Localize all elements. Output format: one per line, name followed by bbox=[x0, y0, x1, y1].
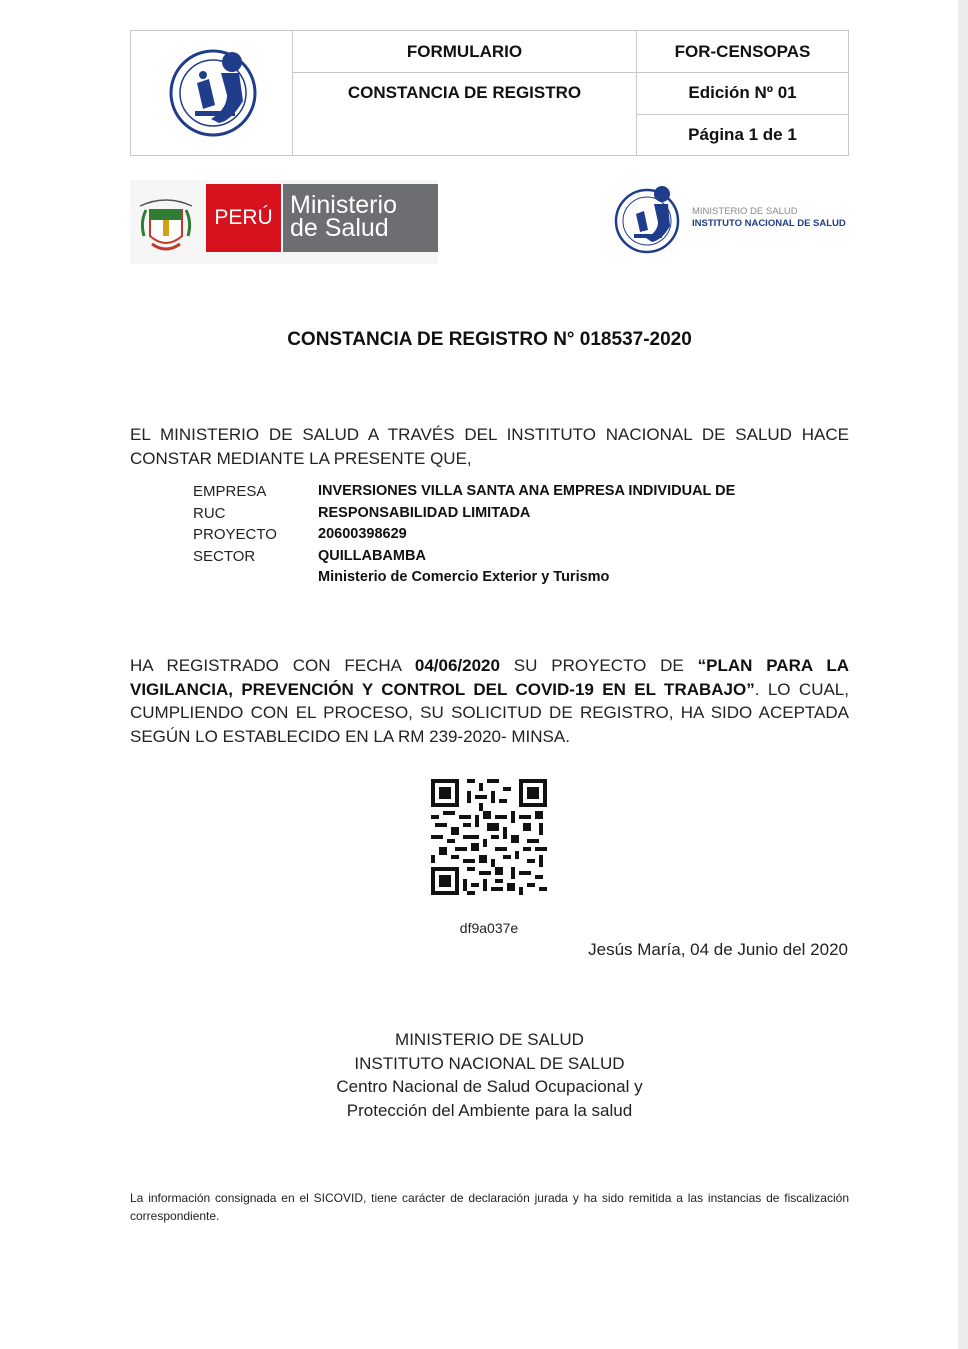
plan-name: “PLAN PARA LA VIGILANCIA, PREVENCIÓN Y CONTROL DEL COVID-19 EN EL TRABAJO” bbox=[130, 656, 849, 699]
signature-line-4: Protección del Ambiente para la salud bbox=[346, 1100, 633, 1120]
label-sector: SECTOR bbox=[193, 547, 256, 565]
value-company-line-1: INVERSIONES VILLA SANTA ANA EMPRESA INDIVIDUAL DE bbox=[318, 483, 736, 499]
form-title: CONSTANCIA DE REGISTRO bbox=[347, 83, 582, 102]
value-ruc: 20600398629 bbox=[318, 526, 407, 542]
ins-line-1: MINISTERIO DE SALUD bbox=[692, 206, 798, 217]
ins-seal-small-icon bbox=[612, 180, 684, 258]
registration-text-2: SU PROYECTO DE bbox=[499, 656, 698, 675]
signature-line-2: INSTITUTO NACIONAL DE SALUD bbox=[354, 1053, 625, 1073]
ins-line-2: INSTITUTO NACIONAL DE SALUD bbox=[692, 218, 846, 229]
page-edge bbox=[958, 0, 968, 1349]
peru-coat-of-arms-icon bbox=[130, 180, 202, 264]
page-number: Página 1 de 1 bbox=[688, 124, 797, 144]
qr-code-icon bbox=[431, 779, 547, 895]
label-proyecto: PROYECTO bbox=[193, 526, 277, 543]
field-values bbox=[318, 481, 778, 589]
header-middle-cell bbox=[293, 31, 637, 155]
minsa-gray-block bbox=[281, 184, 438, 252]
edition-number: Edición Nº 01 bbox=[688, 83, 797, 102]
form-type: FORMULARIO bbox=[406, 41, 523, 61]
value-project: QUILLABAMBA bbox=[318, 547, 426, 564]
footer-note: La información consignada en el SICOVID, tiene carácter de declaración jurada y ha sido remitida a las instancias de fiscalización correspondiente. bbox=[130, 1191, 849, 1223]
signature-line-1: MINISTERIO DE SALUD bbox=[395, 1030, 584, 1049]
registration-text-3: . LO CUAL, CUMPLIENDO CON EL PROCESO, SU SOLICITUD DE REGISTRO, HA SIDO ACEPTADA SEGÚN LO ESTABLECIDO EN LA RM 239-2020- MINSA. bbox=[130, 679, 849, 746]
value-sector: Ministerio de Comercio Exterior y Turismo bbox=[318, 569, 610, 585]
header-right-cell bbox=[637, 31, 848, 155]
registration-text-1: HA REGISTRADO CON FECHA bbox=[130, 656, 415, 675]
minsa-line-2: de Salud bbox=[290, 214, 389, 242]
peru-minsa-logo bbox=[130, 180, 438, 264]
label-empresa: EMPRESA bbox=[193, 483, 267, 500]
registration-date: 04/06/2020 bbox=[414, 656, 500, 675]
label-ruc: RUC bbox=[193, 504, 226, 522]
signature-line-3: Centro Nacional de Salud Ocupacional y bbox=[336, 1077, 643, 1096]
peru-word: PERÚ bbox=[214, 206, 273, 229]
certificate-title: CONSTANCIA DE REGISTRO N° 018537-2020 bbox=[287, 329, 692, 350]
value-company-line-2: RESPONSABILIDAD LIMITADA bbox=[318, 504, 531, 521]
ins-seal-logo-icon bbox=[131, 31, 293, 154]
header-table bbox=[130, 30, 849, 156]
signature-block bbox=[130, 1028, 849, 1122]
registration-paragraph bbox=[130, 654, 849, 748]
peru-red-block bbox=[206, 184, 281, 252]
field-labels bbox=[193, 481, 313, 567]
document-code: FOR-CENSOPAS bbox=[674, 41, 811, 61]
intro-paragraph: EL MINISTERIO DE SALUD A TRAVÉS DEL INSTITUTO NACIONAL DE SALUD HACE CONSTAR MEDIANTE LA PRESENTE QUE, bbox=[130, 425, 849, 468]
minsa-line-1: Ministerio bbox=[290, 191, 397, 219]
place-and-date: Jesús María, 04 de Junio del 2020 bbox=[588, 940, 848, 959]
ins-logo bbox=[612, 180, 849, 258]
header-logo-cell bbox=[131, 31, 293, 155]
qr-verification-code: df9a037e bbox=[459, 920, 519, 936]
